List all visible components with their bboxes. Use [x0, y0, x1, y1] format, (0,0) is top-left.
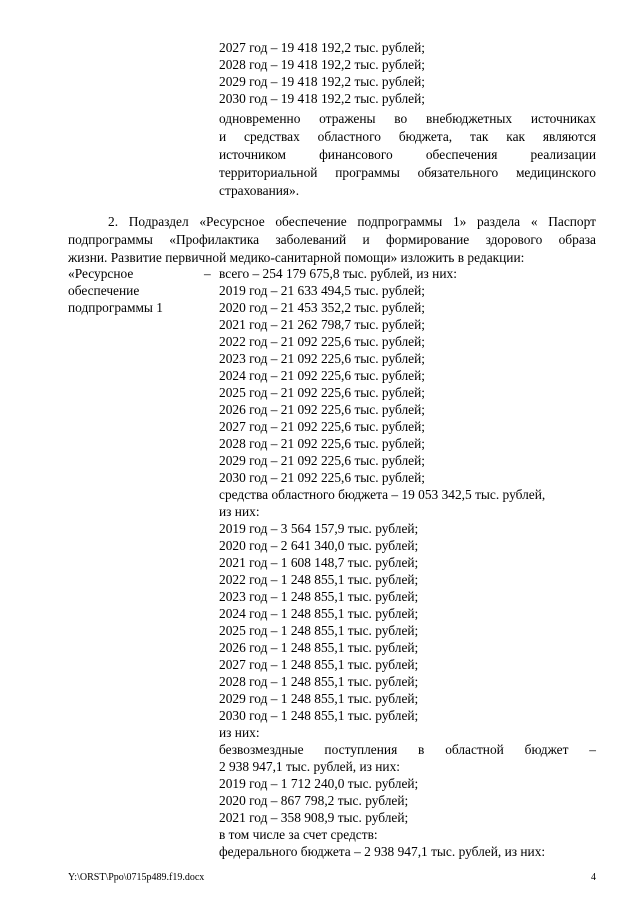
year-line: 2024 год – 21 092 225,6 тыс. рублей; — [219, 368, 425, 383]
year-line: 2026 год – 1 248 855,1 тыс. рублей; — [219, 640, 419, 655]
total-line: всего – 254 179 675,8 тыс. рублей, из них: — [219, 266, 457, 281]
regional-budget-line: из них: — [219, 504, 260, 519]
year-line: 2021 год – 21 262 798,7 тыс. рублей; — [219, 317, 425, 332]
year-line: 2023 год – 1 248 855,1 тыс. рублей; — [219, 589, 419, 604]
year-line: 2029 год – 21 092 225,6 тыс. рублей; — [219, 453, 425, 468]
year-line: 2028 год – 21 092 225,6 тыс. рублей; — [219, 436, 425, 451]
year-line: 2022 год – 21 092 225,6 тыс. рублей; — [219, 334, 425, 349]
note-line: территориальной программы обязательного медицинского — [219, 165, 596, 180]
note-line: источником финансового обеспечения реализации — [219, 147, 596, 162]
grants-line: 2 938 947,1 тыс. рублей, из них: — [219, 759, 400, 774]
year-line: 2028 год – 19 418 192,2 тыс. рублей; — [219, 57, 425, 72]
year-line: 2024 год – 1 248 855,1 тыс. рублей; — [219, 606, 419, 621]
page-number: 4 — [591, 872, 596, 883]
federal-budget-line: федерального бюджета – 2 938 947,1 тыс. рублей, из них: — [219, 844, 546, 859]
year-line: 2020 год – 21 453 352,2 тыс. рублей; — [219, 300, 425, 315]
year-line: 2019 год – 1 712 240,0 тыс. рублей; — [219, 776, 419, 791]
year-line: 2029 год – 1 248 855,1 тыс. рублей; — [219, 691, 419, 706]
footer-file-path: Y:\ORST\Ppo\0715p489.f19.docx — [68, 872, 205, 883]
year-line: 2019 год – 21 633 494,5 тыс. рублей; — [219, 283, 425, 298]
year-line: 2022 год – 1 248 855,1 тыс. рублей; — [219, 572, 419, 587]
year-line: 2029 год – 19 418 192,2 тыс. рублей; — [219, 74, 425, 89]
regional-budget-line: средства областного бюджета – 19 053 342,5 тыс. рублей, — [219, 487, 546, 502]
grants-line: безвозмездные поступления в областной бюджет – — [219, 742, 596, 757]
note-line: и средствах областного бюджета, так как являются — [219, 129, 596, 144]
section-text: жизни. Развитие первичной медико-санитарной помощи» изложить в редакции: — [68, 250, 525, 265]
year-line: 2020 год – 867 798,2 тыс. рублей; — [219, 793, 409, 808]
note-line: одновременно отражены во внебюджетных источниках — [219, 111, 596, 126]
table-label: «Ресурсное — [68, 266, 134, 281]
year-line: 2030 год – 19 418 192,2 тыс. рублей; — [219, 91, 425, 106]
year-line: 2028 год – 1 248 855,1 тыс. рублей; — [219, 674, 419, 689]
year-line: 2020 год – 2 641 340,0 тыс. рублей; — [219, 538, 419, 553]
table-label: обеспечение — [68, 283, 140, 298]
year-line: 2025 год – 1 248 855,1 тыс. рублей; — [219, 623, 419, 638]
table-dash: – — [204, 266, 211, 281]
year-line: 2021 год – 1 608 148,7 тыс. рублей; — [219, 555, 419, 570]
year-line: 2026 год – 21 092 225,6 тыс. рублей; — [219, 402, 425, 417]
year-line: 2027 год – 19 418 192,2 тыс. рублей; — [219, 40, 425, 55]
year-line: 2027 год – 21 092 225,6 тыс. рублей; — [219, 419, 425, 434]
year-line: 2025 год – 21 092 225,6 тыс. рублей; — [219, 385, 425, 400]
table-label: подпрограммы 1 — [68, 300, 163, 315]
including-line: в том числе за счет средств: — [219, 827, 378, 842]
year-line: 2030 год – 21 092 225,6 тыс. рублей; — [219, 470, 425, 485]
year-line: 2021 год – 358 908,9 тыс. рублей; — [219, 810, 409, 825]
year-line: 2019 год – 3 564 157,9 тыс. рублей; — [219, 521, 419, 536]
year-line: 2027 год – 1 248 855,1 тыс. рублей; — [219, 657, 419, 672]
section-text: подпрограммы «Профилактика заболеваний и формирование здорового образа — [68, 232, 596, 247]
year-line: 2030 год – 1 248 855,1 тыс. рублей; — [219, 708, 419, 723]
note-line: страхования». — [219, 183, 300, 198]
of-them-line: из них: — [219, 725, 260, 740]
section-heading: 2. Подраздел «Ресурсное обеспечение подпрограммы 1» раздела « Паспорт — [108, 214, 596, 229]
year-line: 2023 год – 21 092 225,6 тыс. рублей; — [219, 351, 425, 366]
